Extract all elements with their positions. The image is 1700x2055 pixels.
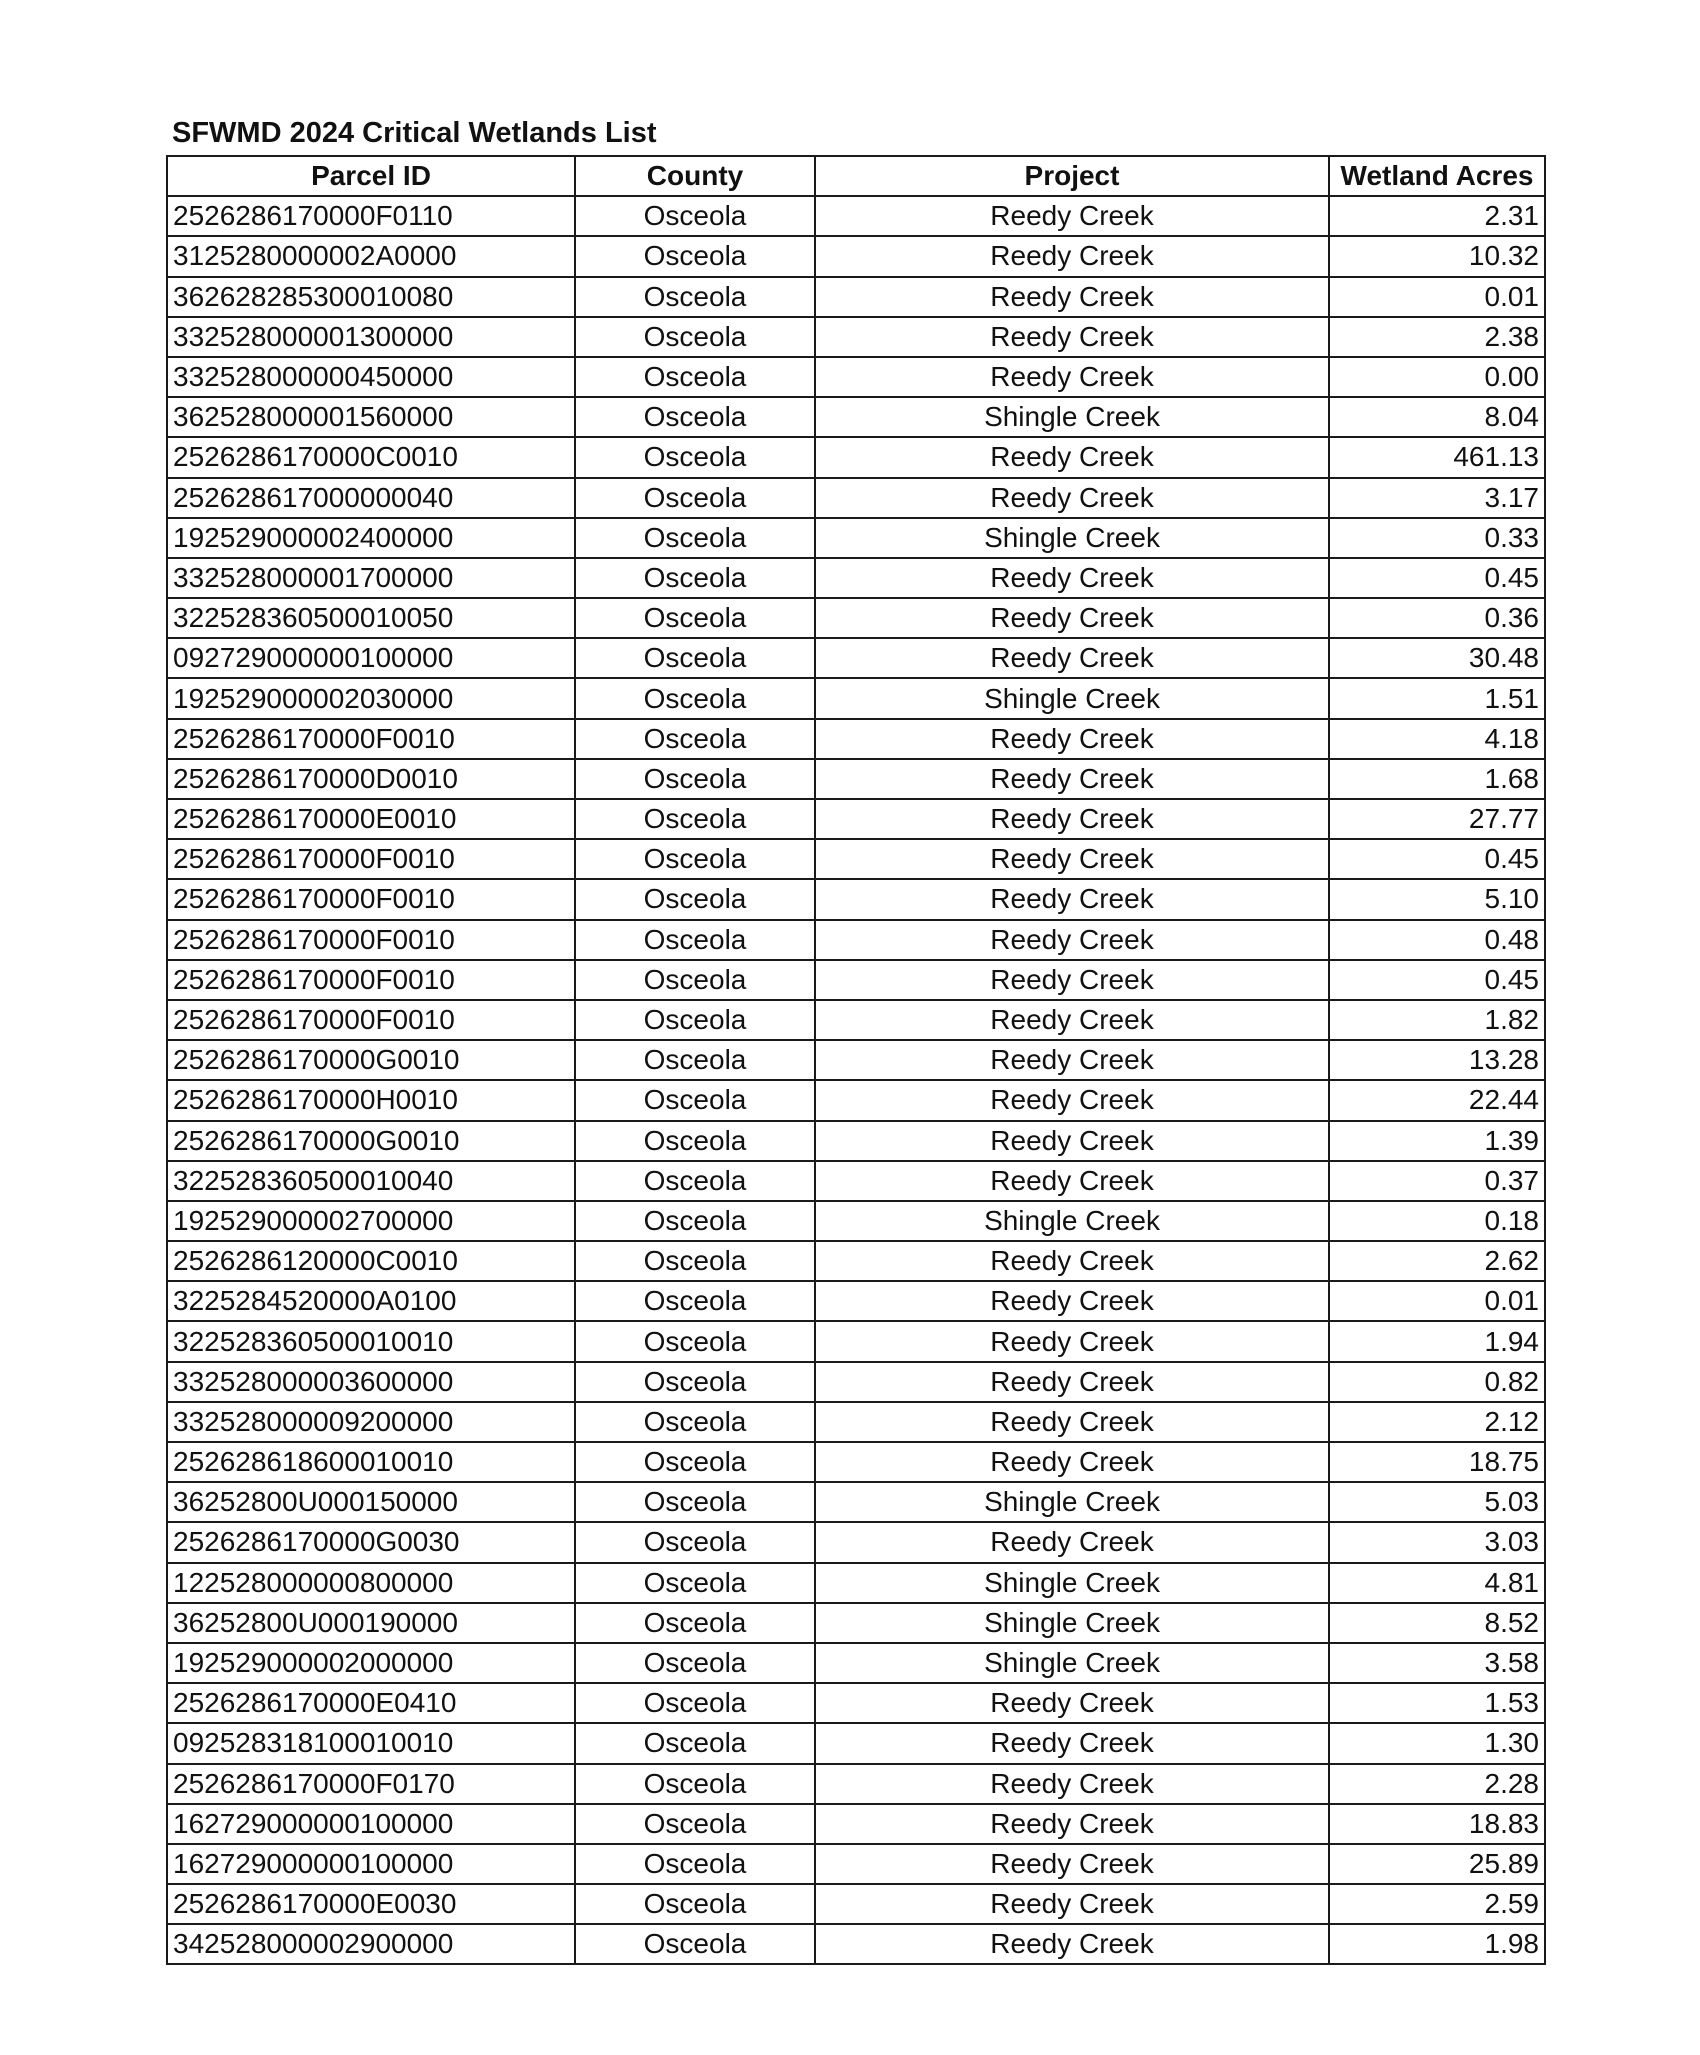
project-cell: Reedy Creek bbox=[815, 839, 1329, 879]
parcel-id-cell: 3225284520000A0100 bbox=[167, 1281, 575, 1321]
project-cell: Shingle Creek bbox=[815, 1482, 1329, 1522]
project-cell: Reedy Creek bbox=[815, 1040, 1329, 1080]
county-cell: Osceola bbox=[575, 397, 815, 437]
project-cell: Shingle Creek bbox=[815, 1563, 1329, 1603]
county-cell: Osceola bbox=[575, 558, 815, 598]
project-cell: Shingle Creek bbox=[815, 678, 1329, 718]
parcel-id-cell: 192529000002030000 bbox=[167, 678, 575, 718]
table-row bbox=[167, 1321, 1545, 1361]
wetland-acres-cell: 18.75 bbox=[1329, 1442, 1545, 1482]
county-cell: Osceola bbox=[575, 799, 815, 839]
wetland-acres-cell: 13.28 bbox=[1329, 1040, 1545, 1080]
wetland-acres-cell: 0.01 bbox=[1329, 1281, 1545, 1321]
county-cell: Osceola bbox=[575, 317, 815, 357]
project-cell: Reedy Creek bbox=[815, 1000, 1329, 1040]
table-row bbox=[167, 1884, 1545, 1924]
project-cell: Reedy Creek bbox=[815, 1723, 1329, 1763]
parcel-id-cell: 2526286170000G0010 bbox=[167, 1040, 575, 1080]
table-row bbox=[167, 1764, 1545, 1804]
table-row bbox=[167, 1000, 1545, 1040]
parcel-id-cell: 332528000009200000 bbox=[167, 1402, 575, 1442]
county-cell: Osceola bbox=[575, 1643, 815, 1683]
table-row bbox=[167, 518, 1545, 558]
document-title: SFWMD 2024 Critical Wetlands List bbox=[172, 117, 657, 149]
parcel-id-cell: 092729000000100000 bbox=[167, 638, 575, 678]
project-cell: Reedy Creek bbox=[815, 478, 1329, 518]
table-row bbox=[167, 1161, 1545, 1201]
table-row bbox=[167, 1643, 1545, 1683]
project-cell: Reedy Creek bbox=[815, 1241, 1329, 1281]
project-cell: Reedy Creek bbox=[815, 799, 1329, 839]
county-cell: Osceola bbox=[575, 839, 815, 879]
wetland-acres-cell: 25.89 bbox=[1329, 1844, 1545, 1884]
parcel-id-cell: 3125280000002A0000 bbox=[167, 236, 575, 276]
table-row bbox=[167, 1281, 1545, 1321]
project-cell: Reedy Creek bbox=[815, 1884, 1329, 1924]
wetland-acres-cell: 10.32 bbox=[1329, 236, 1545, 276]
parcel-id-cell: 162729000000100000 bbox=[167, 1844, 575, 1884]
table-row bbox=[167, 478, 1545, 518]
table-row bbox=[167, 960, 1545, 1000]
parcel-id-cell: 2526286170000F0010 bbox=[167, 839, 575, 879]
county-cell: Osceola bbox=[575, 1884, 815, 1924]
county-cell: Osceola bbox=[575, 759, 815, 799]
county-cell: Osceola bbox=[575, 638, 815, 678]
table-row bbox=[167, 1683, 1545, 1723]
project-cell: Reedy Creek bbox=[815, 879, 1329, 919]
wetland-acres-cell: 0.45 bbox=[1329, 839, 1545, 879]
county-cell: Osceola bbox=[575, 196, 815, 236]
project-cell: Reedy Creek bbox=[815, 638, 1329, 678]
table-row bbox=[167, 317, 1545, 357]
project-cell: Reedy Creek bbox=[815, 1161, 1329, 1201]
table-row bbox=[167, 1121, 1545, 1161]
project-cell: Reedy Creek bbox=[815, 1321, 1329, 1361]
county-cell: Osceola bbox=[575, 879, 815, 919]
parcel-id-cell: 2526286170000E0410 bbox=[167, 1683, 575, 1723]
county-cell: Osceola bbox=[575, 1764, 815, 1804]
wetland-acres-cell: 3.58 bbox=[1329, 1643, 1545, 1683]
table-row bbox=[167, 719, 1545, 759]
table-row bbox=[167, 277, 1545, 317]
parcel-id-cell: 092528318100010010 bbox=[167, 1723, 575, 1763]
parcel-id-cell: 2526286170000F0010 bbox=[167, 879, 575, 919]
wetland-acres-cell: 5.10 bbox=[1329, 879, 1545, 919]
table-row bbox=[167, 1522, 1545, 1562]
table-header bbox=[167, 156, 1545, 196]
table-row bbox=[167, 1241, 1545, 1281]
wetland-acres-cell: 1.98 bbox=[1329, 1924, 1545, 1964]
county-cell: Osceola bbox=[575, 1402, 815, 1442]
wetland-acres-cell: 3.03 bbox=[1329, 1522, 1545, 1562]
wetland-acres-cell: 0.33 bbox=[1329, 518, 1545, 558]
county-cell: Osceola bbox=[575, 1603, 815, 1643]
county-cell: Osceola bbox=[575, 1321, 815, 1361]
table-row bbox=[167, 1723, 1545, 1763]
table-row bbox=[167, 1804, 1545, 1844]
project-cell: Reedy Creek bbox=[815, 1080, 1329, 1120]
wetland-acres-cell: 2.59 bbox=[1329, 1884, 1545, 1924]
table-row bbox=[167, 1362, 1545, 1402]
project-cell: Reedy Creek bbox=[815, 1804, 1329, 1844]
parcel-id-cell: 2526286170000G0010 bbox=[167, 1121, 575, 1161]
wetland-acres-cell: 4.18 bbox=[1329, 719, 1545, 759]
parcel-id-cell: 362528000001560000 bbox=[167, 397, 575, 437]
parcel-id-cell: 2526286170000C0010 bbox=[167, 437, 575, 477]
table-row bbox=[167, 1402, 1545, 1442]
wetland-acres-cell: 1.39 bbox=[1329, 1121, 1545, 1161]
wetland-acres-cell: 1.53 bbox=[1329, 1683, 1545, 1723]
table-row bbox=[167, 799, 1545, 839]
parcel-id-cell: 252628617000000040 bbox=[167, 478, 575, 518]
wetland-acres-cell: 5.03 bbox=[1329, 1482, 1545, 1522]
table-row bbox=[167, 1563, 1545, 1603]
county-cell: Osceola bbox=[575, 236, 815, 276]
project-cell: Reedy Creek bbox=[815, 1522, 1329, 1562]
table-row bbox=[167, 1844, 1545, 1884]
table-row bbox=[167, 357, 1545, 397]
project-cell: Reedy Creek bbox=[815, 1362, 1329, 1402]
project-cell: Shingle Creek bbox=[815, 518, 1329, 558]
county-cell: Osceola bbox=[575, 719, 815, 759]
wetland-acres-cell: 0.45 bbox=[1329, 960, 1545, 1000]
county-cell: Osceola bbox=[575, 1563, 815, 1603]
project-cell: Reedy Creek bbox=[815, 558, 1329, 598]
table-row bbox=[167, 1201, 1545, 1241]
header-parcel-id: Parcel ID bbox=[167, 156, 575, 196]
parcel-id-cell: 192529000002000000 bbox=[167, 1643, 575, 1683]
parcel-id-cell: 2526286170000F0010 bbox=[167, 960, 575, 1000]
table-row bbox=[167, 638, 1545, 678]
county-cell: Osceola bbox=[575, 598, 815, 638]
project-cell: Reedy Creek bbox=[815, 759, 1329, 799]
table-row bbox=[167, 558, 1545, 598]
table-body bbox=[167, 196, 1545, 1964]
project-cell: Reedy Creek bbox=[815, 1121, 1329, 1161]
county-cell: Osceola bbox=[575, 1241, 815, 1281]
parcel-id-cell: 2526286170000E0030 bbox=[167, 1884, 575, 1924]
wetland-acres-cell: 22.44 bbox=[1329, 1080, 1545, 1120]
county-cell: Osceola bbox=[575, 1362, 815, 1402]
wetland-acres-cell: 18.83 bbox=[1329, 1804, 1545, 1844]
wetland-acres-cell: 1.30 bbox=[1329, 1723, 1545, 1763]
county-cell: Osceola bbox=[575, 1442, 815, 1482]
table-row bbox=[167, 839, 1545, 879]
county-cell: Osceola bbox=[575, 357, 815, 397]
table-row bbox=[167, 920, 1545, 960]
parcel-id-cell: 2526286170000F0010 bbox=[167, 1000, 575, 1040]
county-cell: Osceola bbox=[575, 1844, 815, 1884]
project-cell: Reedy Creek bbox=[815, 317, 1329, 357]
parcel-id-cell: 322528360500010010 bbox=[167, 1321, 575, 1361]
wetland-acres-cell: 0.18 bbox=[1329, 1201, 1545, 1241]
county-cell: Osceola bbox=[575, 920, 815, 960]
wetland-acres-cell: 1.68 bbox=[1329, 759, 1545, 799]
county-cell: Osceola bbox=[575, 518, 815, 558]
parcel-id-cell: 2526286170000H0010 bbox=[167, 1080, 575, 1120]
header-county: County bbox=[575, 156, 815, 196]
parcel-id-cell: 362628285300010080 bbox=[167, 277, 575, 317]
wetland-acres-cell: 461.13 bbox=[1329, 437, 1545, 477]
project-cell: Reedy Creek bbox=[815, 1442, 1329, 1482]
county-cell: Osceola bbox=[575, 1723, 815, 1763]
parcel-id-cell: 36252800U000150000 bbox=[167, 1482, 575, 1522]
parcel-id-cell: 332528000000450000 bbox=[167, 357, 575, 397]
parcel-id-cell: 192529000002400000 bbox=[167, 518, 575, 558]
project-cell: Reedy Creek bbox=[815, 1402, 1329, 1442]
county-cell: Osceola bbox=[575, 1040, 815, 1080]
header-row bbox=[167, 156, 1545, 196]
parcel-id-cell: 322528360500010050 bbox=[167, 598, 575, 638]
parcel-id-cell: 342528000002900000 bbox=[167, 1924, 575, 1964]
wetland-acres-cell: 0.45 bbox=[1329, 558, 1545, 598]
parcel-id-cell: 2526286170000F0170 bbox=[167, 1764, 575, 1804]
table-row bbox=[167, 196, 1545, 236]
wetland-acres-cell: 2.31 bbox=[1329, 196, 1545, 236]
county-cell: Osceola bbox=[575, 1683, 815, 1723]
table-row bbox=[167, 397, 1545, 437]
project-cell: Shingle Creek bbox=[815, 1201, 1329, 1241]
table-row bbox=[167, 1040, 1545, 1080]
parcel-id-cell: 162729000000100000 bbox=[167, 1804, 575, 1844]
header-project: Project bbox=[815, 156, 1329, 196]
table-row bbox=[167, 1080, 1545, 1120]
county-cell: Osceola bbox=[575, 478, 815, 518]
county-cell: Osceola bbox=[575, 1482, 815, 1522]
parcel-id-cell: 36252800U000190000 bbox=[167, 1603, 575, 1643]
wetland-acres-cell: 2.38 bbox=[1329, 317, 1545, 357]
county-cell: Osceola bbox=[575, 1080, 815, 1120]
parcel-id-cell: 122528000000800000 bbox=[167, 1563, 575, 1603]
wetland-acres-cell: 8.04 bbox=[1329, 397, 1545, 437]
wetland-acres-cell: 4.81 bbox=[1329, 1563, 1545, 1603]
parcel-id-cell: 2526286170000E0010 bbox=[167, 799, 575, 839]
parcel-id-cell: 2526286170000F0010 bbox=[167, 920, 575, 960]
wetland-acres-cell: 8.52 bbox=[1329, 1603, 1545, 1643]
project-cell: Reedy Creek bbox=[815, 598, 1329, 638]
parcel-id-cell: 322528360500010040 bbox=[167, 1161, 575, 1201]
wetland-acres-cell: 0.00 bbox=[1329, 357, 1545, 397]
project-cell: Shingle Creek bbox=[815, 1603, 1329, 1643]
parcel-id-cell: 332528000001700000 bbox=[167, 558, 575, 598]
header-wetland-acres: Wetland Acres bbox=[1329, 156, 1545, 196]
county-cell: Osceola bbox=[575, 1924, 815, 1964]
project-cell: Reedy Creek bbox=[815, 1281, 1329, 1321]
table-row bbox=[167, 1482, 1545, 1522]
wetland-acres-cell: 0.48 bbox=[1329, 920, 1545, 960]
wetland-acres-cell: 27.77 bbox=[1329, 799, 1545, 839]
project-cell: Reedy Creek bbox=[815, 960, 1329, 1000]
county-cell: Osceola bbox=[575, 1121, 815, 1161]
table-row bbox=[167, 437, 1545, 477]
table-row bbox=[167, 759, 1545, 799]
parcel-id-cell: 2526286170000F0110 bbox=[167, 196, 575, 236]
project-cell: Reedy Creek bbox=[815, 357, 1329, 397]
project-cell: Reedy Creek bbox=[815, 1764, 1329, 1804]
parcel-id-cell: 332528000001300000 bbox=[167, 317, 575, 357]
wetland-acres-cell: 0.37 bbox=[1329, 1161, 1545, 1201]
parcel-id-cell: 192529000002700000 bbox=[167, 1201, 575, 1241]
county-cell: Osceola bbox=[575, 1522, 815, 1562]
table-row bbox=[167, 1442, 1545, 1482]
project-cell: Reedy Creek bbox=[815, 196, 1329, 236]
project-cell: Reedy Creek bbox=[815, 1924, 1329, 1964]
wetland-acres-cell: 30.48 bbox=[1329, 638, 1545, 678]
parcel-id-cell: 2526286170000F0010 bbox=[167, 719, 575, 759]
county-cell: Osceola bbox=[575, 1161, 815, 1201]
project-cell: Reedy Creek bbox=[815, 236, 1329, 276]
wetland-acres-cell: 0.82 bbox=[1329, 1362, 1545, 1402]
table-row bbox=[167, 879, 1545, 919]
project-cell: Shingle Creek bbox=[815, 397, 1329, 437]
wetlands-table bbox=[166, 155, 1546, 1965]
project-cell: Shingle Creek bbox=[815, 1643, 1329, 1683]
county-cell: Osceola bbox=[575, 1281, 815, 1321]
parcel-id-cell: 252628618600010010 bbox=[167, 1442, 575, 1482]
wetland-acres-cell: 0.01 bbox=[1329, 277, 1545, 317]
parcel-id-cell: 2526286170000G0030 bbox=[167, 1522, 575, 1562]
county-cell: Osceola bbox=[575, 1201, 815, 1241]
county-cell: Osceola bbox=[575, 1804, 815, 1844]
parcel-id-cell: 332528000003600000 bbox=[167, 1362, 575, 1402]
project-cell: Reedy Creek bbox=[815, 277, 1329, 317]
wetland-acres-cell: 1.51 bbox=[1329, 678, 1545, 718]
wetland-acres-cell: 2.62 bbox=[1329, 1241, 1545, 1281]
table-row bbox=[167, 1603, 1545, 1643]
parcel-id-cell: 2526286170000D0010 bbox=[167, 759, 575, 799]
project-cell: Reedy Creek bbox=[815, 1683, 1329, 1723]
wetland-acres-cell: 0.36 bbox=[1329, 598, 1545, 638]
county-cell: Osceola bbox=[575, 277, 815, 317]
county-cell: Osceola bbox=[575, 678, 815, 718]
wetland-acres-cell: 2.28 bbox=[1329, 1764, 1545, 1804]
table-row bbox=[167, 598, 1545, 638]
project-cell: Reedy Creek bbox=[815, 437, 1329, 477]
table-row bbox=[167, 236, 1545, 276]
county-cell: Osceola bbox=[575, 1000, 815, 1040]
project-cell: Reedy Creek bbox=[815, 719, 1329, 759]
project-cell: Reedy Creek bbox=[815, 920, 1329, 960]
parcel-id-cell: 2526286120000C0010 bbox=[167, 1241, 575, 1281]
wetland-acres-cell: 2.12 bbox=[1329, 1402, 1545, 1442]
county-cell: Osceola bbox=[575, 960, 815, 1000]
project-cell: Reedy Creek bbox=[815, 1844, 1329, 1884]
wetland-acres-cell: 1.82 bbox=[1329, 1000, 1545, 1040]
table-row bbox=[167, 1924, 1545, 1964]
wetland-acres-cell: 1.94 bbox=[1329, 1321, 1545, 1361]
county-cell: Osceola bbox=[575, 437, 815, 477]
wetland-acres-cell: 3.17 bbox=[1329, 478, 1545, 518]
table-row bbox=[167, 678, 1545, 718]
